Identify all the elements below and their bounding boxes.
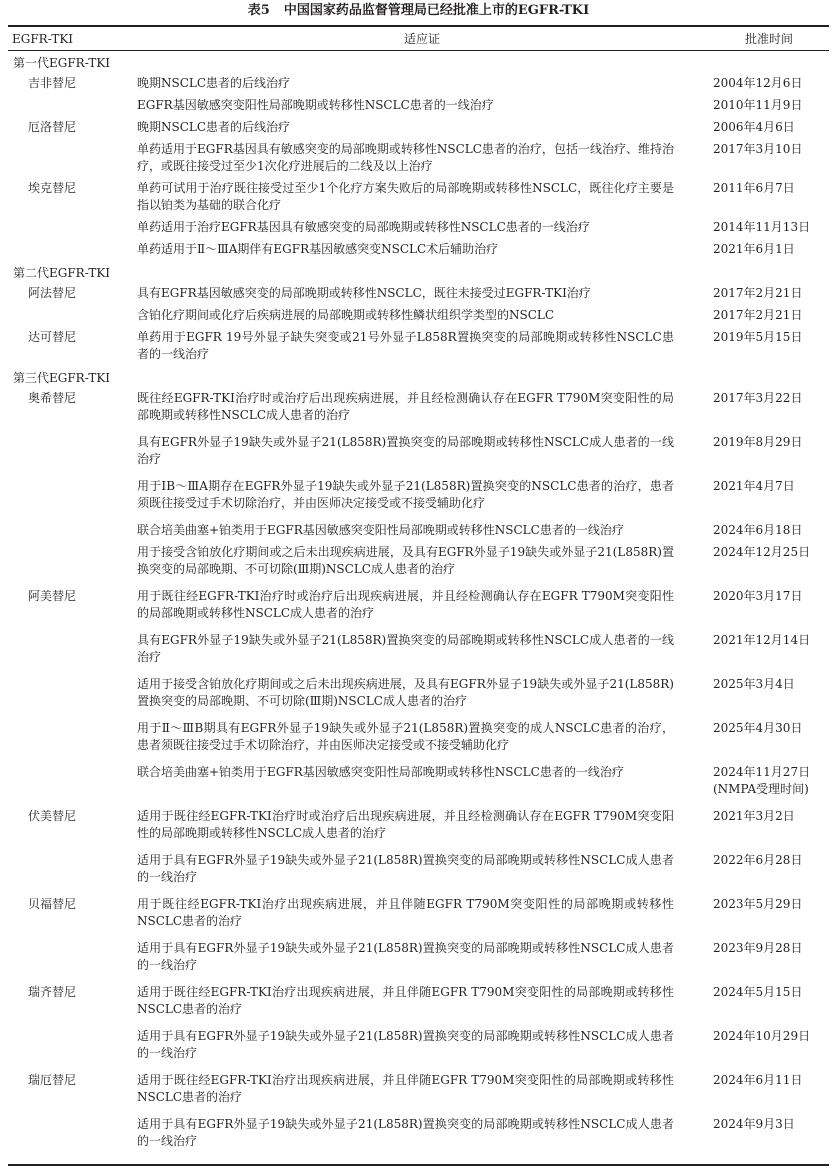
approval-date: 2025年4月30日	[713, 721, 803, 735]
table-title: 中国国家药品监督管理局已经批准上市的EGFR-TKI	[283, 3, 590, 18]
indication-text: 适用于具有EGFR外显子19缺失或外显子21(L858R)置换突变的局部晚期或转移性NSCLC成人患者的一线治疗	[137, 941, 674, 972]
table-row	[8, 764, 829, 808]
indication-text: 晚期NSCLC患者的后线治疗	[137, 76, 291, 90]
indication-text: 用于既往经EGFR-TKI治疗出现疾病进展，并且伴随EGFR T790M突变阳性的局部晚期或转移性NSCLC患者的治疗	[137, 897, 674, 928]
drug-name	[8, 720, 137, 764]
header-date: 批准时间	[744, 32, 793, 46]
indication-text: 具有EGFR基因敏感突变的局部晚期或转移性NSCLC，既往未接受过EGFR-TKI治疗	[137, 286, 591, 300]
drug-name: 奥希替尼	[28, 391, 77, 405]
approval-date: 2010年11月9日	[713, 98, 803, 112]
indication-text: 适用于既往经EGFR-TKI治疗出现疾病进展，并且伴随EGFR T790M突变阳性的局部晚期或转移性NSCLC患者的治疗	[137, 985, 674, 1016]
table-number: 表5	[247, 3, 270, 18]
indication-text: 适用于既往经EGFR-TKI治疗时或治疗后出现疾病进展，并且经检测确认存在EGFR T790M突变阳性的局部晚期或转移性NSCLC成人患者的治疗	[137, 809, 674, 840]
table-body	[8, 53, 829, 1160]
bottom-rule	[8, 1164, 829, 1166]
approval-date: 2021年12月14日	[713, 633, 811, 647]
table-row	[8, 75, 829, 97]
table-caption	[0, 0, 837, 24]
indication-text: 适用于具有EGFR外显子19缺失或外显子21(L858R)置换突变的局部晚期或转移性NSCLC成人患者的一线治疗	[137, 1117, 674, 1148]
drug-name	[8, 478, 137, 522]
table-row	[8, 1028, 829, 1072]
table-row	[8, 241, 829, 263]
drug-name	[8, 1028, 137, 1072]
drug-name	[8, 632, 137, 676]
table-row	[8, 141, 829, 180]
table-row	[8, 285, 829, 307]
indication-text: 具有EGFR外显子19缺失或外显子21(L858R)置换突变的局部晚期或转移性NSCLC成人患者的一线治疗	[137, 435, 674, 466]
generation-label: 第二代EGFR-TKI	[13, 266, 111, 280]
approval-date: 2024年5月15日	[713, 985, 803, 999]
approval-date: 2017年3月10日	[713, 142, 803, 156]
top-rule	[8, 25, 829, 27]
drug-name	[8, 764, 137, 808]
drug-name: 达可替尼	[28, 330, 77, 344]
generation-label: 第一代EGFR-TKI	[13, 56, 111, 70]
approval-date: 2019年8月29日	[713, 435, 803, 449]
table-row	[8, 97, 829, 119]
table-row	[8, 720, 829, 764]
drug-name	[8, 676, 137, 720]
approval-date: 2022年6月28日	[713, 853, 803, 867]
indication-text: 联合培美曲塞+铂类用于EGFR基因敏感突变阳性局部晚期或转移性NSCLC患者的一线治疗	[137, 765, 624, 779]
indication-text: 适用于具有EGFR外显子19缺失或外显子21(L858R)置换突变的局部晚期或转移性NSCLC成人患者的一线治疗	[137, 853, 674, 884]
indication-text: 用于ⅠB～ⅢA期存在EGFR外显子19缺失或外显子21(L858R)置换突变的NSCLC患者的治疗，患者须既往接受过手术切除治疗，并由医师决定接受或不接受辅助化疗	[137, 479, 674, 510]
indication-text: 单药适用于EGFR基因具有敏感突变的局部晚期或转移性NSCLC患者的治疗，包括一线治疗、维持治疗，或既往接受过至少1次化疗进展后的二线及以上治疗	[137, 142, 674, 173]
indication-text: 用于接受含铂放化疗期间或之后未出现疾病进展，及具有EGFR外显子19缺失或外显子21(L858R)置换突变的局部晚期、不可切除(Ⅲ期)NSCLC成人患者的治疗	[137, 545, 674, 576]
approval-date: 2024年12月25日	[713, 545, 811, 559]
approval-date: 2006年4月6日	[713, 120, 795, 134]
drug-name: 瑞厄替尼	[28, 1073, 77, 1087]
approval-date: 2024年11月27日 (NMPA受理时间)	[713, 765, 811, 796]
drug-name: 阿美替尼	[28, 589, 77, 603]
approval-date: 2024年6月11日	[713, 1073, 803, 1087]
approval-date: 2025年3月4日	[713, 677, 795, 691]
approval-date: 2017年2月21日	[713, 286, 803, 300]
approval-date: 2021年3月2日	[713, 809, 795, 823]
drug-name	[8, 307, 137, 329]
indication-text: 单药用于EGFR 19号外显子缺失突变或21号外显子L858R置换突变的局部晚期或转移性NSCLC患者的一线治疗	[137, 330, 674, 361]
indication-text: 既往经EGFR-TKI治疗时或治疗后出现疾病进展，并且经检测确认存在EGFR T790M突变阳性的局部晚期或转移性NSCLC成人患者的治疗	[137, 391, 674, 422]
drug-name: 瑞齐替尼	[28, 985, 77, 999]
header-drug: EGFR-TKI	[12, 32, 74, 46]
approval-date: 2023年9月28日	[713, 941, 803, 955]
table-row	[8, 390, 829, 434]
table-row	[8, 896, 829, 940]
table-row	[8, 632, 829, 676]
table-row	[8, 984, 829, 1028]
drug-name	[8, 141, 137, 180]
approval-date: 2019年5月15日	[713, 330, 803, 344]
table-row	[8, 588, 829, 632]
drug-name	[8, 434, 137, 478]
generation-label: 第三代EGFR-TKI	[13, 371, 111, 385]
indication-text: 晚期NSCLC患者的后线治疗	[137, 120, 291, 134]
indication-text: EGFR基因敏感突变阳性局部晚期或转移性NSCLC患者的一线治疗	[137, 98, 494, 112]
indication-text: 单药适用于治疗EGFR基因具有敏感突变的局部晚期或转移性NSCLC患者的一线治疗	[137, 220, 590, 234]
drug-name: 埃克替尼	[28, 181, 77, 195]
header-indication: 适应证	[403, 32, 440, 46]
table-row	[8, 676, 829, 720]
table-row	[8, 544, 829, 588]
indication-text: 用于既往经EGFR-TKI治疗时或治疗后出现疾病进展，并且经检测确认存在EGFR T790M突变阳性的局部晚期或转移性NSCLC成人患者的治疗	[137, 589, 674, 620]
approval-date: 2014年11月13日	[713, 220, 811, 234]
drug-name: 厄洛替尼	[28, 120, 77, 134]
table-row	[8, 522, 829, 544]
drug-name: 吉非替尼	[28, 76, 77, 90]
drug-name: 贝福替尼	[28, 897, 77, 911]
table-row	[8, 119, 829, 141]
approval-date: 2004年12月6日	[713, 76, 803, 90]
drug-name	[8, 544, 137, 588]
drug-name	[8, 940, 137, 984]
table-row	[8, 329, 829, 368]
approval-date: 2024年6月18日	[713, 523, 803, 537]
table-row	[8, 434, 829, 478]
indication-text: 适用于具有EGFR外显子19缺失或外显子21(L858R)置换突变的局部晚期或转移性NSCLC成人患者的一线治疗	[137, 1029, 674, 1060]
drug-name: 伏美替尼	[28, 809, 77, 823]
approval-date: 2017年3月22日	[713, 391, 803, 405]
indication-text: 含铂化疗期间或化疗后疾病进展的局部晚期或转移性鳞状组织学类型的NSCLC	[137, 308, 555, 322]
table-row	[8, 852, 829, 896]
table-row	[8, 307, 829, 329]
approval-date: 2021年4月7日	[713, 479, 795, 493]
drug-name	[8, 241, 137, 263]
table-row	[8, 180, 829, 219]
indication-text: 适用于接受含铂放化疗期间或之后未出现疾病进展，及具有EGFR外显子19缺失或外显子21(L858R)置换突变的局部晚期、不可切除(Ⅲ期)NSCLC成人患者的治疗	[137, 677, 674, 708]
approval-date: 2011年6月7日	[713, 181, 795, 195]
drug-name	[8, 219, 137, 241]
approval-date: 2024年9月3日	[713, 1117, 795, 1131]
drug-name	[8, 852, 137, 896]
header-rule	[8, 50, 829, 51]
approval-date: 2024年10月29日	[713, 1029, 811, 1043]
table-row	[8, 808, 829, 852]
drug-name	[8, 97, 137, 119]
indication-text: 具有EGFR外显子19缺失或外显子21(L858R)置换突变的局部晚期或转移性NSCLC成人患者的一线治疗	[137, 633, 674, 664]
indication-text: 单药适用于Ⅱ～ⅢA期伴有EGFR基因敏感突变NSCLC术后辅助治疗	[137, 242, 499, 256]
approval-date: 2020年3月17日	[713, 589, 803, 603]
drug-name	[8, 1116, 137, 1160]
indication-text: 单药可试用于治疗既往接受过至少1个化疗方案失败后的局部晚期或转移性NSCLC，既往化疗主要是指以铂类为基础的联合化疗	[137, 181, 674, 212]
indication-text: 用于Ⅱ～ⅢB期具有EGFR外显子19缺失或外显子21(L858R)置换突变的成人NSCLC患者的治疗，患者须既往接受过手术切除治疗，并由医师决定接受或不接受辅助化疗	[137, 721, 674, 752]
table-row	[8, 1116, 829, 1160]
drug-name	[8, 522, 137, 544]
table-row	[8, 1072, 829, 1116]
approval-date: 2023年5月29日	[713, 897, 803, 911]
drug-name: 阿法替尼	[28, 286, 77, 300]
indication-text: 适用于既往经EGFR-TKI治疗出现疾病进展，并且伴随EGFR T790M突变阳性的局部晚期或转移性NSCLC患者的治疗	[137, 1073, 674, 1104]
table-row	[8, 940, 829, 984]
approval-date: 2017年2月21日	[713, 308, 803, 322]
table-row	[8, 219, 829, 241]
indication-text: 联合培美曲塞+铂类用于EGFR基因敏感突变阳性局部晚期或转移性NSCLC患者的一线治疗	[137, 523, 624, 537]
table-row	[8, 478, 829, 522]
approval-date: 2021年6月1日	[713, 242, 795, 256]
